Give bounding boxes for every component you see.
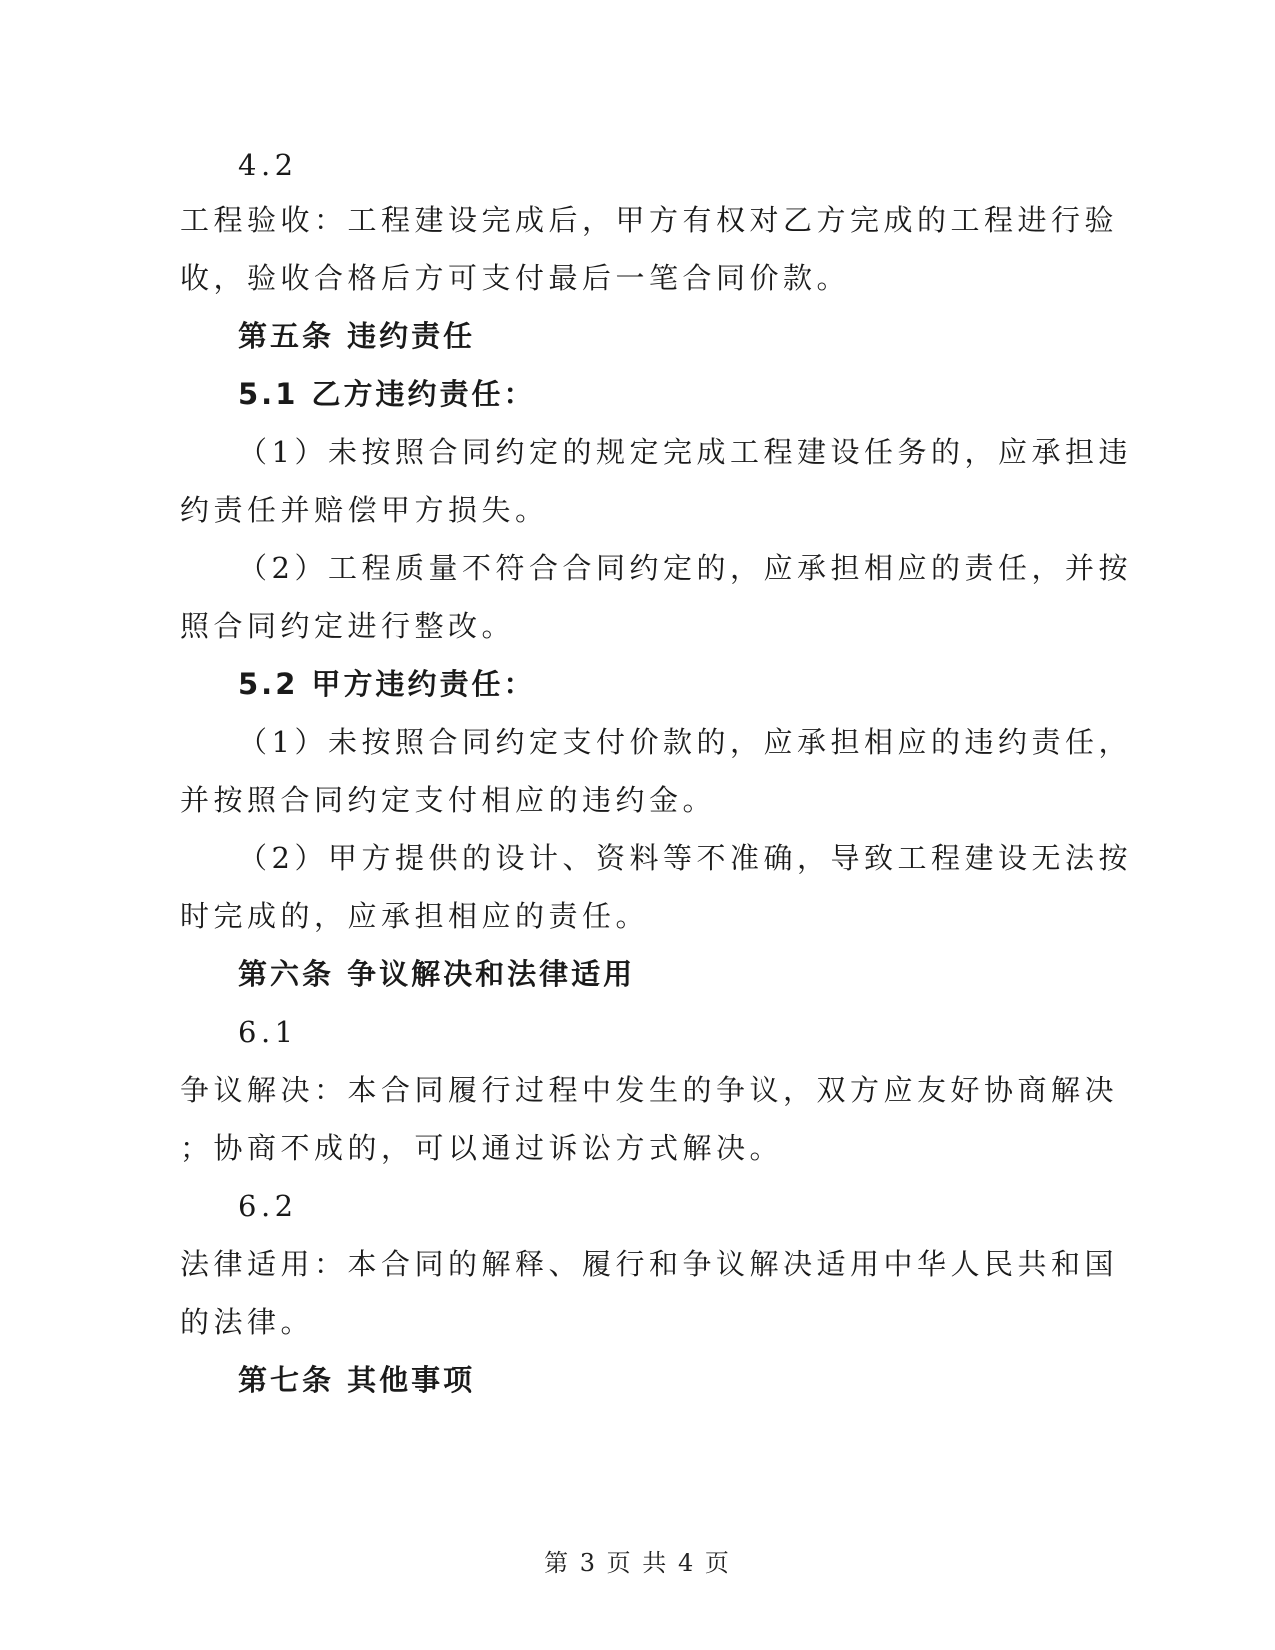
paragraph-line: 工程验收：工程建设完成后，甲方有权对乙方完成的工程进行验 <box>180 203 1119 237</box>
clause-5-1-heading: 5.1 乙方违约责任： <box>238 377 536 411</box>
clause-number-6-1: 6.1 <box>238 1015 298 1049</box>
article-5-heading: 第五条 违约责任 <box>238 319 476 353</box>
article-7-heading: 第七条 其他事项 <box>238 1363 476 1397</box>
clause-5-2-heading: 5.2 甲方违约责任： <box>238 667 536 701</box>
page-number-footer: 第 3 页 共 4 页 <box>544 1549 731 1577</box>
paragraph-line: 收，验收合格后方可支付最后一笔合同价款。 <box>180 261 851 295</box>
clause-number-4-2: 4.2 <box>238 148 298 182</box>
paragraph-line: 约责任并赔偿甲方损失。 <box>180 493 549 527</box>
clause-number-6-2: 6.2 <box>238 1189 298 1223</box>
paragraph-line: ；协商不成的，可以通过诉讼方式解决。 <box>180 1131 784 1165</box>
paragraph-line: 的法律。 <box>180 1305 315 1339</box>
paragraph-line: （2）甲方提供的设计、资料等不准确，导致工程建设无法按 <box>238 841 1132 875</box>
paragraph-line: （1）未按照合同约定支付价款的，应承担相应的违约责任， <box>238 725 1132 759</box>
paragraph-line: 争议解决：本合同履行过程中发生的争议，双方应友好协商解决 <box>180 1073 1119 1107</box>
paragraph-line: 照合同约定进行整改。 <box>180 609 516 643</box>
paragraph-line: 法律适用：本合同的解释、履行和争议解决适用中华人民共和国 <box>180 1247 1119 1281</box>
paragraph-line: 时完成的，应承担相应的责任。 <box>180 899 650 933</box>
article-6-heading: 第六条 争议解决和法律适用 <box>238 957 636 991</box>
paragraph-line: 并按照合同约定支付相应的违约金。 <box>180 783 717 817</box>
paragraph-line: （1）未按照合同约定的规定完成工程建设任务的，应承担违 <box>238 435 1132 469</box>
paragraph-line: （2）工程质量不符合合同约定的，应承担相应的责任，并按 <box>238 551 1132 585</box>
